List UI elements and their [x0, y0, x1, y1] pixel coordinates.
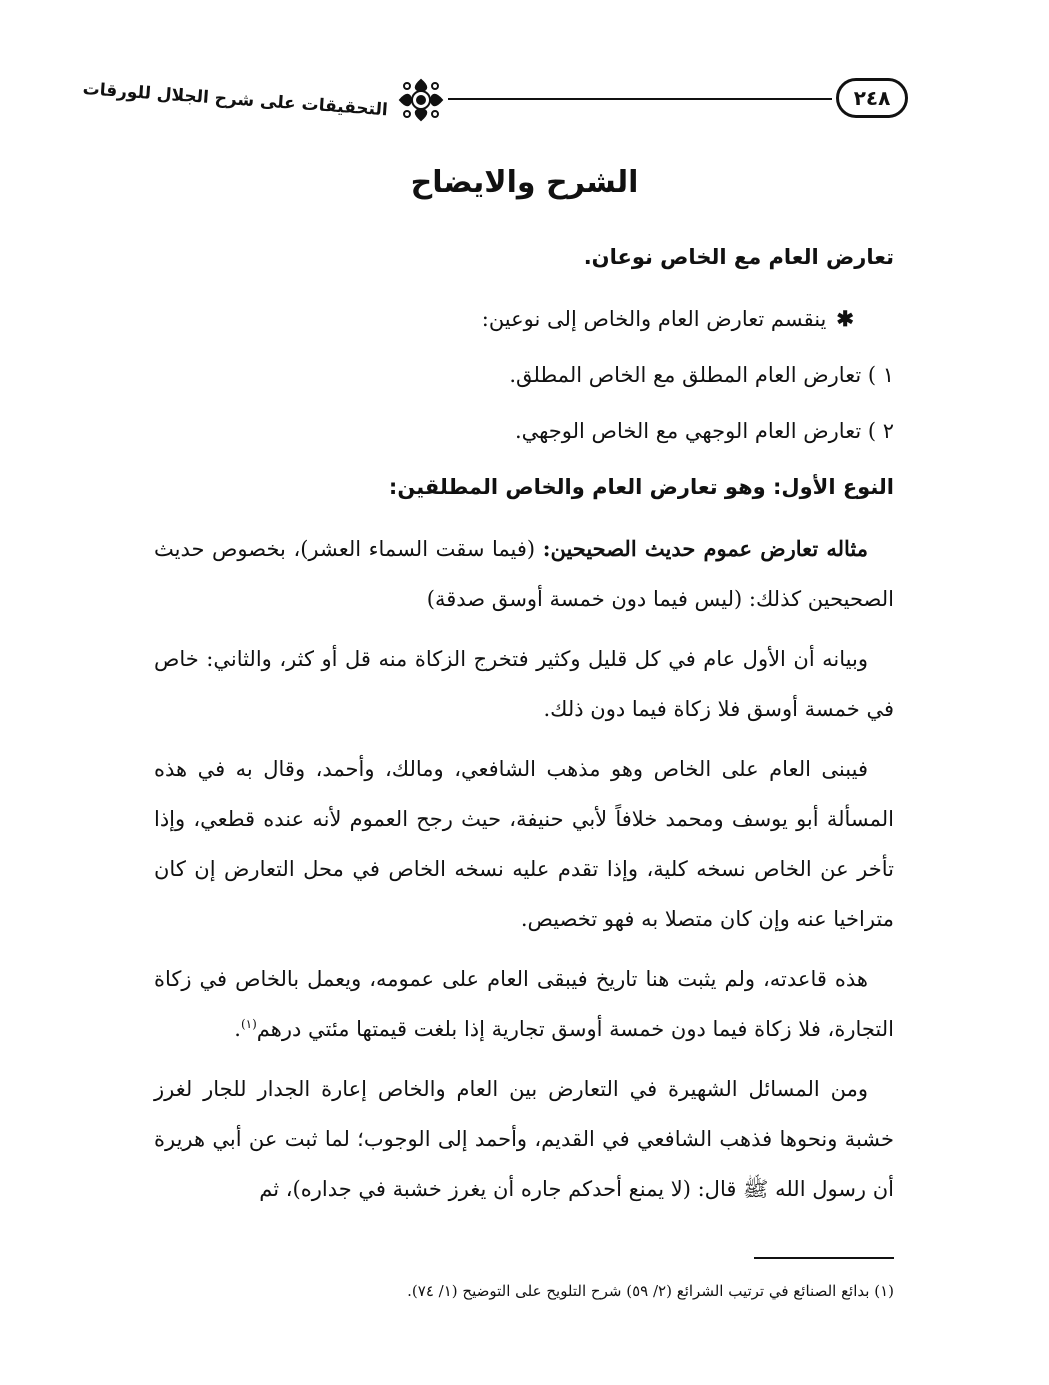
paragraph-rule: [154, 954, 894, 1054]
footnote: (١) بدائع الصنائع في ترتيب الشرائع (٢/ ٥٩) شرح التلويح على التوضيح (١/ ٧٤).: [407, 1282, 894, 1300]
subheading-first-type: النوع الأول: وهو تعارض العام والخاص المطلقين:: [388, 475, 894, 499]
paragraph-lead: مثاله تعارض عموم حديث الصحيحين:: [542, 536, 869, 561]
bullet-text: ينقسم تعارض العام والخاص إلى نوعين:: [481, 307, 827, 331]
star-icon: ✱: [836, 306, 854, 331]
footnote-separator: [754, 1257, 894, 1259]
list-item: ٢ ) تعارض العام الوجهي مع الخاص الوجهي.: [514, 419, 894, 443]
subheading-types: تعارض العام مع الخاص نوعان.: [583, 245, 894, 269]
page-header: [82, 72, 908, 142]
paragraph-end: .: [234, 1017, 241, 1041]
paragraph-text: هذه قاعدته، ولم يثبت هنا تاريخ فيبقى العام على عمومه، ويعمل بالخاص في زكاة التجارة، فلا زكاة فيما دون خمسة أوسق تجارية إذا بلغت قيمتها مئتي درهم: [154, 967, 894, 1041]
main-content: [154, 232, 894, 1224]
book-title: التحقيقات على شرح الجلال للورقات: [82, 79, 389, 121]
paragraph-wall-issue: ومن المسائل الشهيرة في التعارض بين العام والخاص إعارة الجدار للجار لغرز خشبة ونحوها فذهب الشافعي في القديم، وأحمد إلى الوجوب؛ لما ثبت عن أبي هريرة أن رسول الله ﷺ قال: (لا يمنع أحدكم جاره أن يغرز خشبة في جداره)، ثم: [154, 1077, 894, 1201]
paragraph-ruling: فيبنى العام على الخاص وهو مذهب الشافعي، ومالك، وأحمد، وقال به في هذه المسألة أبو يوسف ومحمد خلافاً لأبي حنيفة، حيث رجح العموم لأنه عنده قطعي، وإذا تأخر عن الخاص نسخه كلية، وإذا تقدم عليه نسخه الخاص في محل التعارض إن كان متراخيا عنه وإن كان متصلا به فهو تخصيص.: [154, 757, 894, 931]
bullet-item: [154, 294, 854, 344]
page-number: ٢٤٨: [836, 78, 908, 118]
paragraph-text: (فيما سقت السماء العشر)، بخصوص حديث الصحيحين كذلك: (ليس فيما دون خمسة أوسق صدقة): [154, 537, 894, 611]
ornament-icon: [394, 76, 448, 124]
header-rule: [448, 98, 832, 100]
paragraph-example: [154, 524, 894, 624]
paragraph-explanation: وبيانه أن الأول عام في كل قليل وكثير فتخرج الزكاة منه قل أو كثر، والثاني: خاص في خمسة أوسق فلا زكاة فيما دون ذلك.: [154, 647, 894, 721]
section-title: الشرح والايضاح: [410, 165, 639, 200]
footnote-reference[interactable]: (١): [240, 1017, 257, 1031]
list-item: ١ ) تعارض العام المطلق مع الخاص المطلق.: [509, 363, 894, 387]
